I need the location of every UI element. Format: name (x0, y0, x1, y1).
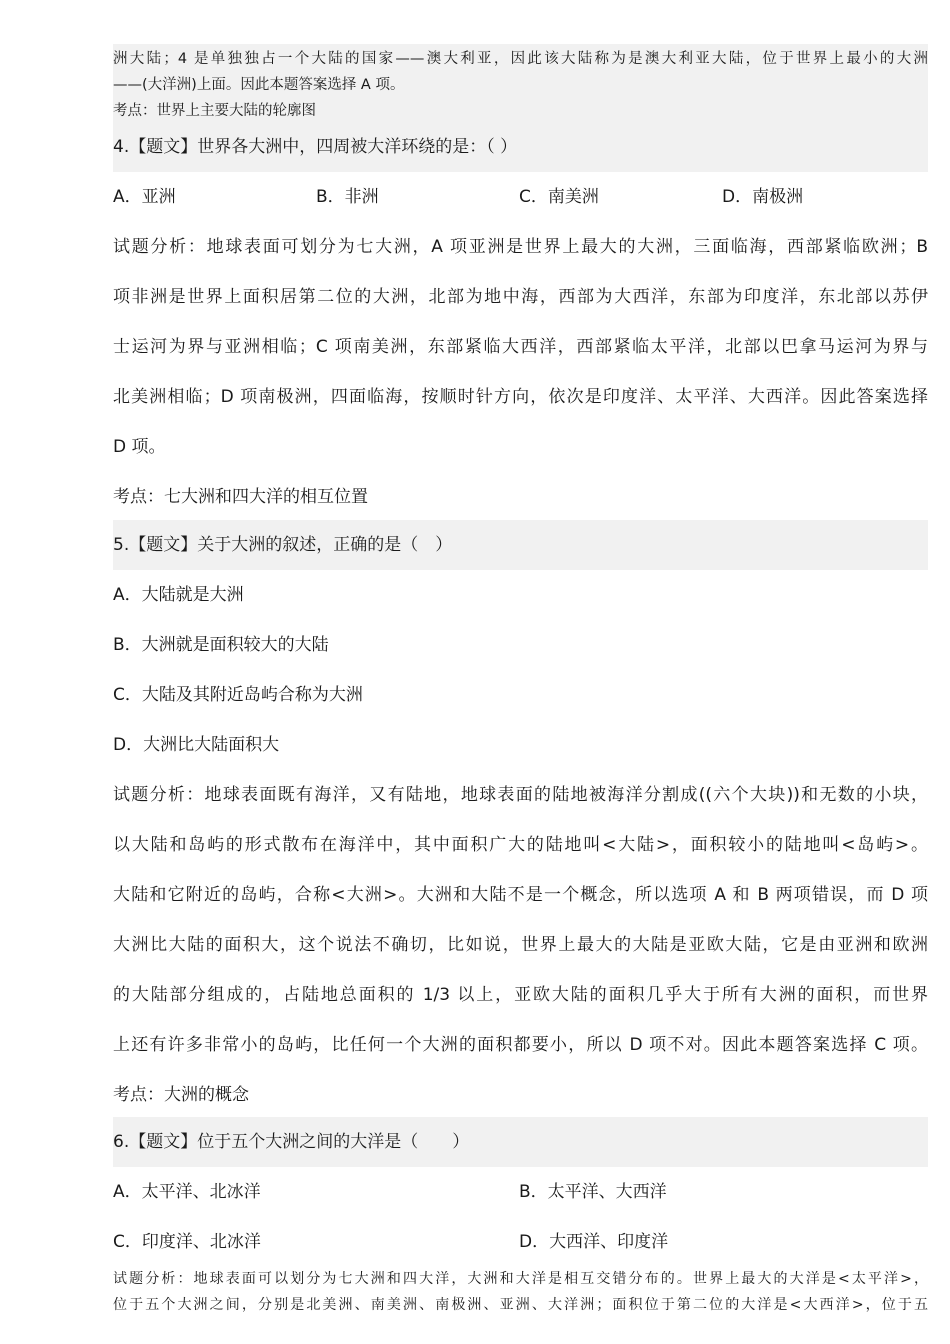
analysis-line: 以大陆和岛屿的形式散布在海洋中，其中面积广大的陆地叫<大陆>，面积较小的陆地叫<岛屿>。 (113, 835, 928, 855)
kaodian-label: 考点：大洲的概念 (113, 1085, 249, 1105)
analysis-line: 位于五个大洲之间，分别是北美洲、南美洲、南极洲、亚洲、大洋洲；面积位于第二位的大洋是<大西洋>，位于五 (113, 1297, 928, 1313)
analysis-line: D 项。 (113, 437, 166, 457)
options-row (113, 1167, 928, 1217)
options-row (113, 172, 928, 222)
analysis-line: 试题分析：地球表面可以划分为七大洲和四大洋，大洲和大洋是相互交错分布的。世界上最大的大洋是<太平洋>， (113, 1271, 928, 1287)
option-a: A．太平洋、北冰洋 (113, 1182, 261, 1202)
option-c: C．印度洋、北冰洋 (113, 1232, 261, 1252)
option-b: B．大洲就是面积较大的大陆 (113, 635, 329, 655)
analysis-line: 大洲比大陆的面积大，这个说法不确切，比如说，世界上最大的大陆是亚欧大陆，它是由亚洲和欧洲 (113, 935, 928, 955)
question-stem: 5.【题文】关于大洲的叙述，正确的是（ ） (113, 520, 928, 570)
analysis-line: 上还有许多非常小的岛屿，比任何一个大洲的面积都要小，所以 D 项不对。因此本题答案选择 C 项。 (113, 1035, 928, 1055)
option-b: B．太平洋、大西洋 (519, 1182, 667, 1202)
analysis-block (113, 770, 928, 1120)
previous-analysis-line: 洲大陆；4 是单独独占一个大陆的国家——澳大利亚，因此该大陆称为是澳大利亚大陆，位于世界上最小的大洲 (113, 51, 928, 67)
option-c: C．大陆及其附近岛屿合称为大洲 (113, 685, 363, 705)
option-d: D．大西洋、印度洋 (519, 1232, 669, 1252)
analysis-block (113, 1266, 928, 1318)
option-b: B．非洲 (316, 187, 379, 207)
analysis-line: 北美洲相临；D 项南极洲，四面临海，按顺时针方向，依次是印度洋、太平洋、大西洋。因此答案选择 (113, 387, 928, 407)
analysis-line: 项非洲是世界上面积居第二位的大洲，北部为地中海，西部为大西洋，东部为印度洋，东北部以苏伊 (113, 287, 928, 307)
kaodian-label: 考点：七大洲和四大洋的相互位置 (113, 487, 368, 507)
option-a: A．亚洲 (113, 187, 176, 207)
option-a: A．大陆就是大洲 (113, 585, 244, 605)
previous-analysis-line: ——(大洋洲)上面。因此本题答案选择 A 项。 (113, 77, 405, 93)
analysis-line: 的大陆部分组成的，占陆地总面积的 1/3 以上，亚欧大陆的面积几乎大于所有大洲的面积，而世界 (113, 985, 928, 1005)
options-row (113, 1217, 928, 1267)
option-c: C．南美洲 (519, 187, 599, 207)
analysis-line: 士运河为界与亚洲相临；C 项南美洲，东部紧临大西洋，西部紧临太平洋，北部以巴拿马运河为界与 (113, 337, 928, 357)
analysis-line: 大陆和它附近的岛屿，合称<大洲>。大洲和大陆不是一个概念，所以选项 A 和 B 两项错误，而 D 项 (113, 885, 928, 905)
kaodian-label: 考点：世界上主要大陆的轮廓图 (113, 103, 316, 119)
options-list (113, 570, 928, 770)
option-d: D．南极洲 (722, 187, 804, 207)
analysis-line: 试题分析：地球表面可划分为七大洲，A 项亚洲是世界上最大的大洲，三面临海，西部紧临欧洲；B (113, 237, 928, 257)
analysis-block (113, 222, 928, 522)
question-stem: 6.【题文】位于五个大洲之间的大洋是（ ） (113, 1117, 928, 1167)
question-stem: 4.【题文】世界各大洲中，四周被大洋环绕的是：（ ） (113, 122, 928, 172)
previous-answer-block (113, 44, 928, 123)
option-d: D．大洲比大陆面积大 (113, 735, 280, 755)
analysis-line: 试题分析：地球表面既有海洋，又有陆地，地球表面的陆地被海洋分割成((六个大块))和无数的小块， (113, 785, 928, 805)
